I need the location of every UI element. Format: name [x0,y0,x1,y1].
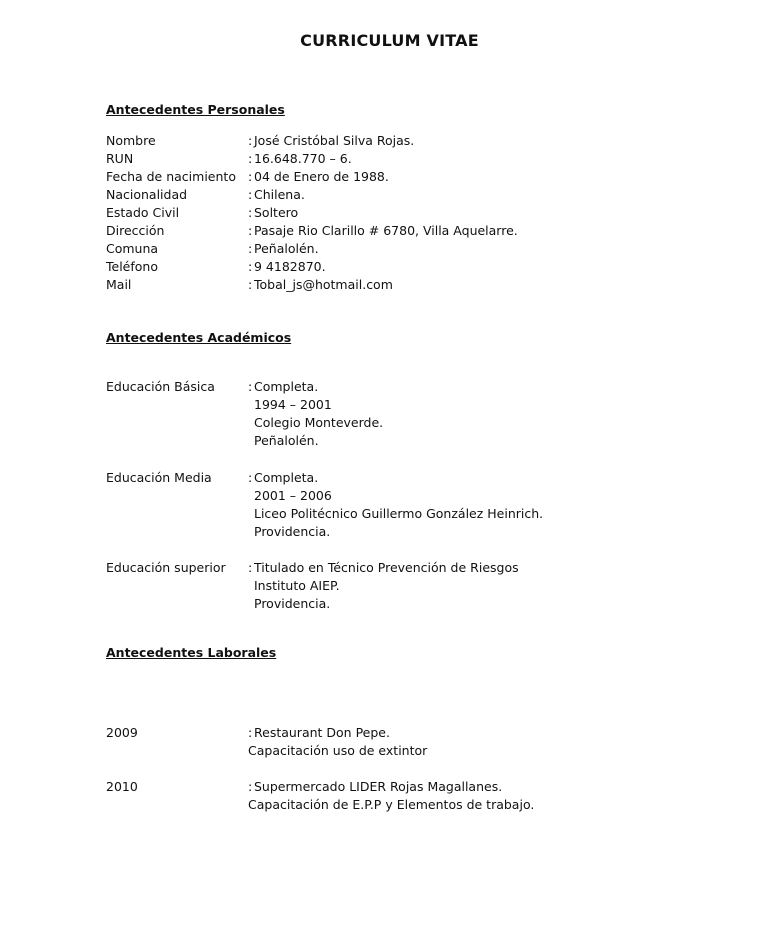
field-separator: : [248,725,253,740]
field-value-continuation: Peñalolén. [254,433,319,448]
field-label: 2010 [106,779,138,794]
field-value-continuation: Providencia. [254,524,331,539]
field-value: Soltero [254,205,299,220]
field-separator: : [248,241,253,256]
field-value: 9 4182870. [254,259,326,274]
field-separator: : [248,169,253,184]
field-value-continuation: 1994 – 2001 [254,397,332,412]
field-label: 2009 [106,725,138,740]
field-separator: : [248,560,253,575]
field-value: Chilena. [254,187,305,202]
field-separator: : [248,259,253,274]
field-label: Nacionalidad [106,187,188,202]
field-value-continuation: Capacitación de E.P.P y Elementos de trabajo. [248,797,535,812]
field-value: José Cristóbal Silva Rojas. [254,133,415,148]
field-label: Estado Civil [106,205,180,220]
section-heading-work: Antecedentes Laborales [106,645,277,660]
field-value: Completa. [254,470,319,485]
field-label: Dirección [106,223,165,238]
field-separator: : [248,277,253,292]
field-label: Fecha de nacimiento [106,169,236,184]
field-value: Peñalolén. [254,241,319,256]
document-title: CURRICULUM VITAE [300,31,479,50]
field-label: Educación Media [106,470,212,485]
field-value-continuation: Providencia. [254,596,331,611]
field-value: 04 de Enero de 1988. [254,169,389,184]
field-separator: : [248,205,253,220]
field-label: Nombre [106,133,156,148]
field-value: Supermercado LIDER Rojas Magallanes. [254,779,503,794]
field-value: Restaurant Don Pepe. [254,725,390,740]
field-label: Mail [106,277,132,292]
field-label: Educación Básica [106,379,215,394]
field-label: RUN [106,151,134,166]
field-separator: : [248,223,253,238]
field-value: Pasaje Rio Clarillo # 6780, Villa Aquelarre. [254,223,518,238]
field-value: Titulado en Técnico Prevención de Riesgos [254,560,519,575]
field-value-continuation: Instituto AIEP. [254,578,340,593]
field-separator: : [248,779,253,794]
field-label: Teléfono [106,259,158,274]
field-value-continuation: Liceo Politécnico Guillermo González Heinrich. [254,506,544,521]
field-separator: : [248,151,253,166]
field-value-continuation: Colegio Monteverde. [254,415,384,430]
section-heading-academic: Antecedentes Académicos [106,330,292,345]
section-heading-personal: Antecedentes Personales [106,102,285,117]
field-separator: : [248,187,253,202]
field-value: 16.648.770 – 6. [254,151,352,166]
field-value-continuation: Capacitación uso de extintor [248,743,428,758]
field-value: Completa. [254,379,319,394]
field-separator: : [248,133,253,148]
field-label: Educación superior [106,560,226,575]
field-separator: : [248,379,253,394]
field-label: Comuna [106,241,159,256]
field-value: Tobal_js@hotmail.com [254,277,393,292]
field-value-continuation: 2001 – 2006 [254,488,332,503]
field-separator: : [248,470,253,485]
